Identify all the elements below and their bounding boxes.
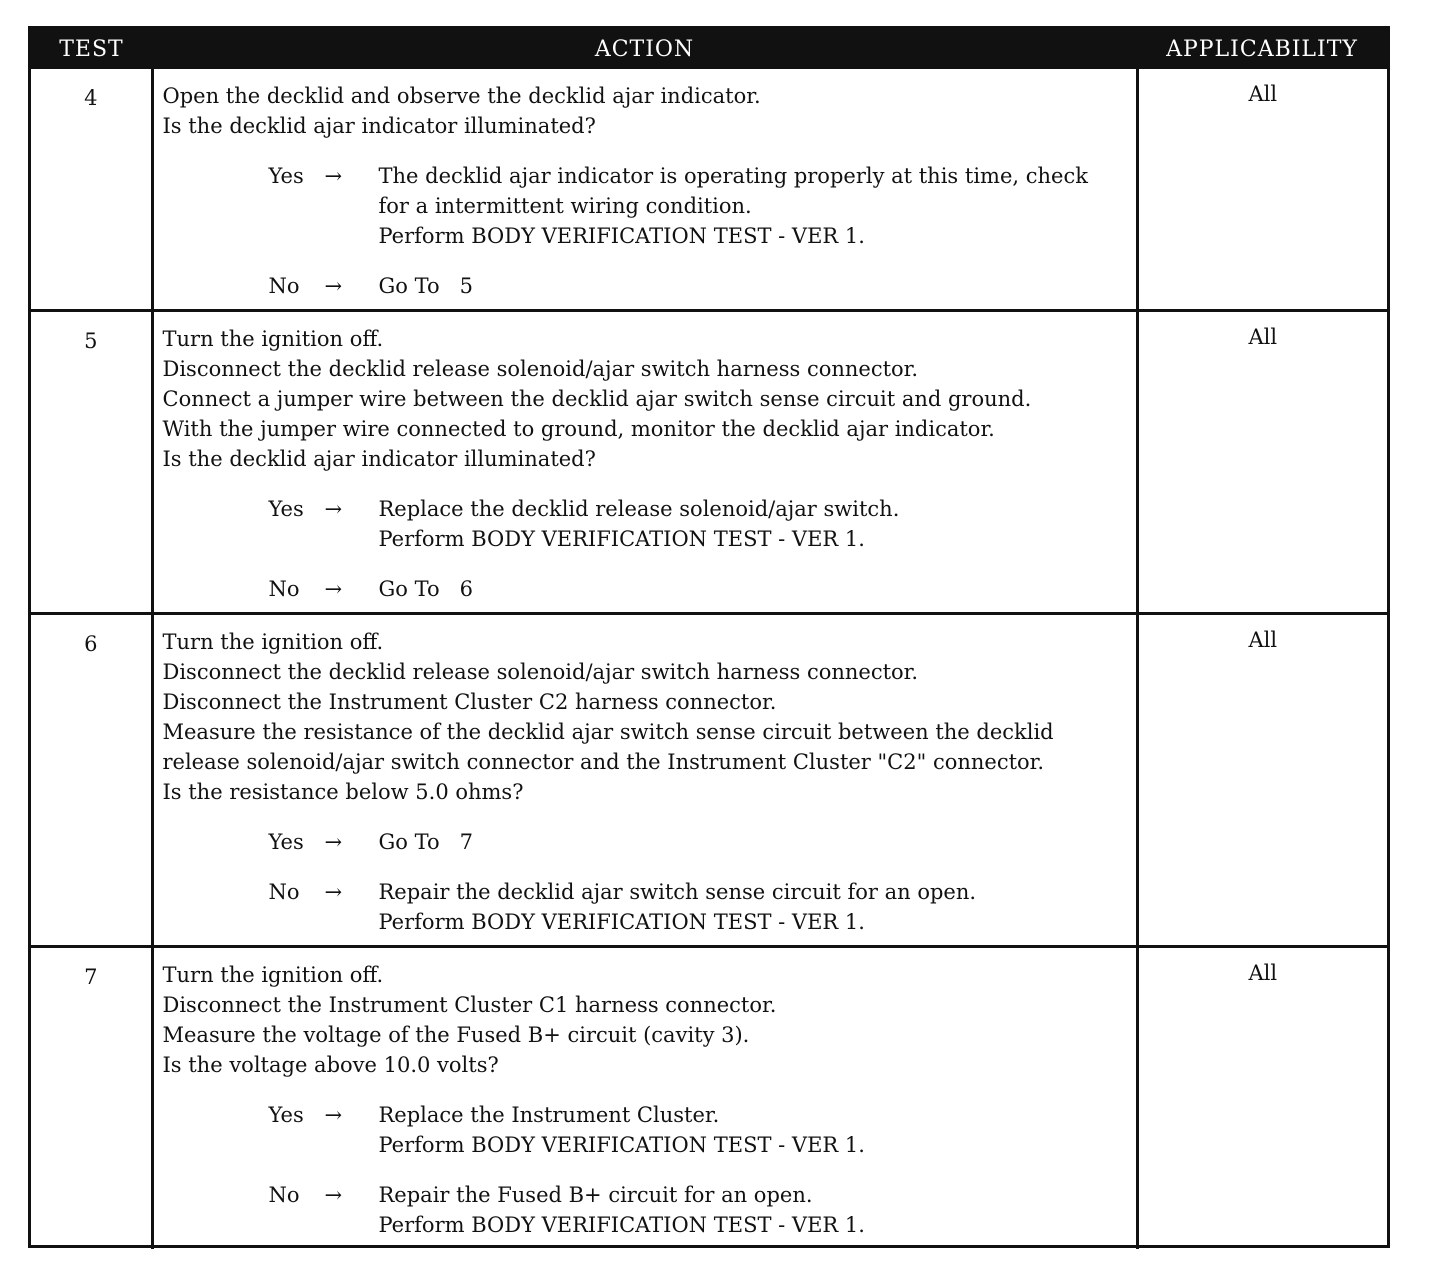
outcome-line: The decklid ajar indicator is operating properly at this time, check	[378, 164, 1088, 188]
outcome-yes	[163, 827, 1130, 857]
outcome-result	[379, 161, 1130, 251]
applicability-value: All	[1137, 311, 1387, 614]
action-cell	[152, 614, 1137, 947]
outcome-result	[379, 1180, 1130, 1240]
arrow-right-icon: →	[324, 577, 343, 601]
arrow-right-icon: →	[324, 274, 343, 298]
outcome-no	[163, 271, 1130, 301]
outcome-label: Yes	[268, 164, 304, 188]
outcome-label: No	[268, 577, 300, 601]
outcome-line: Perform BODY VERIFICATION TEST - VER 1.	[378, 1133, 865, 1157]
outcome-result	[379, 1100, 1130, 1160]
test-number: 6	[31, 614, 152, 947]
outcome-label: No	[268, 1183, 300, 1207]
action-step: Turn the ignition off.	[162, 327, 384, 351]
test-number: 7	[31, 947, 152, 1249]
action-step: release solenoid/ajar switch connector and the Instrument Cluster "C2" connector.	[162, 750, 1045, 774]
outcome-label: No	[268, 274, 300, 298]
action-cell	[152, 69, 1137, 311]
action-step: Is the resistance below 5.0 ohms?	[162, 780, 524, 804]
outcome-line: Replace the decklid release solenoid/ajar switch.	[378, 497, 900, 521]
outcome-result	[379, 877, 1130, 937]
outcome-yes	[163, 161, 1130, 251]
action-cell	[152, 947, 1137, 1249]
action-step: Open the decklid and observe the decklid ajar indicator.	[162, 84, 761, 108]
arrow-right-icon: →	[324, 830, 343, 854]
header-action: ACTION	[152, 29, 1137, 69]
arrow-right-icon: →	[324, 497, 343, 521]
table-header-row	[31, 29, 1387, 69]
test-number: 5	[31, 311, 152, 614]
outcome-label: Yes	[268, 497, 304, 521]
outcome-line: Perform BODY VERIFICATION TEST - VER 1.	[378, 910, 865, 934]
outcome-line: Go To 6	[378, 577, 473, 601]
arrow-right-icon: →	[324, 164, 343, 188]
outcome-line: for a intermittent wiring condition.	[378, 194, 752, 218]
outcome-line: Go To 5	[378, 274, 473, 298]
table-row	[31, 947, 1387, 1249]
diagnostic-table-frame	[28, 26, 1390, 1248]
action-step: Disconnect the Instrument Cluster C1 harness connector.	[162, 993, 777, 1017]
action-step: Measure the resistance of the decklid ajar switch sense circuit between the decklid	[162, 720, 1054, 744]
diagnostic-table	[31, 29, 1387, 1249]
applicability-value: All	[1248, 82, 1278, 106]
outcome-label: No	[268, 880, 300, 904]
outcome-result	[379, 827, 1130, 857]
outcome-result	[379, 494, 1130, 554]
action-step: Is the decklid ajar indicator illuminated?	[162, 114, 596, 138]
arrow-right-icon: →	[324, 1183, 343, 1207]
action-step: With the jumper wire connected to ground, monitor the decklid ajar indicator.	[162, 417, 995, 441]
outcome-line: Repair the decklid ajar switch sense circuit for an open.	[378, 880, 977, 904]
arrow-right-icon: →	[324, 880, 343, 904]
header-test: TEST	[31, 29, 152, 69]
table-row	[31, 311, 1387, 614]
outcome-result	[379, 574, 1130, 604]
action-cell	[152, 311, 1137, 614]
table-row	[31, 69, 1387, 311]
action-step: Is the decklid ajar indicator illuminated?	[162, 447, 596, 471]
action-step: Connect a jumper wire between the decklid ajar switch sense circuit and ground.	[162, 387, 1032, 411]
outcome-label: Yes	[268, 830, 304, 854]
outcome-line: Go To 7	[378, 830, 473, 854]
outcome-line: Repair the Fused B+ circuit for an open.	[378, 1183, 813, 1207]
action-step: Disconnect the Instrument Cluster C2 harness connector.	[162, 690, 777, 714]
outcome-no	[163, 574, 1130, 604]
table-row	[31, 614, 1387, 947]
outcome-label: Yes	[268, 1103, 304, 1127]
outcome-no	[163, 1180, 1130, 1240]
outcome-result	[379, 271, 1130, 301]
header-applicability: APPLICABILITY	[1137, 29, 1387, 69]
action-step: Disconnect the decklid release solenoid/ajar switch harness connector.	[162, 660, 919, 684]
outcome-line: Perform BODY VERIFICATION TEST - VER 1.	[378, 527, 865, 551]
applicability-value: All	[1137, 614, 1387, 947]
arrow-right-icon: →	[324, 1103, 343, 1127]
applicability-value: All	[1137, 947, 1387, 1249]
outcome-yes	[163, 494, 1130, 554]
test-number: 4	[31, 69, 152, 311]
outcome-line: Replace the Instrument Cluster.	[378, 1103, 720, 1127]
action-step: Disconnect the decklid release solenoid/ajar switch harness connector.	[162, 357, 919, 381]
action-step: Measure the voltage of the Fused B+ circuit (cavity 3).	[162, 1023, 750, 1047]
action-step: Is the voltage above 10.0 volts?	[162, 1053, 499, 1077]
action-step: Turn the ignition off.	[162, 630, 384, 654]
action-step: Turn the ignition off.	[162, 963, 384, 987]
outcome-no	[163, 877, 1130, 937]
outcome-yes	[163, 1100, 1130, 1160]
outcome-line: Perform BODY VERIFICATION TEST - VER 1.	[378, 224, 865, 248]
outcome-line: Perform BODY VERIFICATION TEST - VER 1.	[378, 1213, 865, 1237]
